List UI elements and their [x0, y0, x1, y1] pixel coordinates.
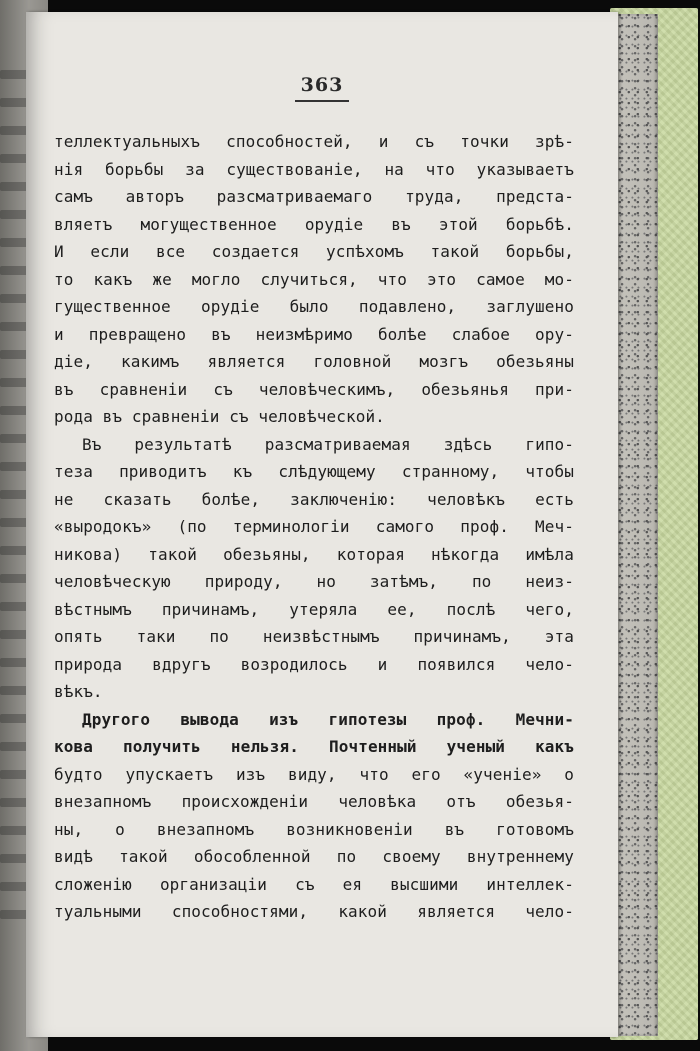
- text-line: туальными способностями, какой является чело-: [54, 902, 574, 921]
- text-line: теллектуальныхъ способностей, и съ точки зрѣ-: [54, 132, 574, 151]
- text-line: Въ результатѣ разсматриваемая здѣсь гипо-: [82, 434, 574, 454]
- text-line: вляетъ могущественное орудіе въ этой борьбѣ.: [54, 214, 574, 234]
- text-line: нія борьбы за существованіе, на что указываетъ: [54, 159, 574, 179]
- text-line: опять таки по неизвѣстнымъ причинамъ, эта: [54, 627, 574, 646]
- page-header: [26, 74, 618, 102]
- text-line: вѣстнымъ причинамъ, утеряла ее, послѣ чего,: [54, 599, 574, 619]
- text-line: гущественное орудіе было подавлено, заглушено: [54, 297, 574, 316]
- text-line: и превращено въ неизмѣримо болѣе слабое ору-: [54, 324, 574, 344]
- text-line: самъ авторъ разсматриваемаго труда, предста-: [54, 187, 574, 206]
- text-line: «выродокъ» (по терминологіи самого проф. Меч-: [54, 517, 574, 536]
- text-line: ны, о внезапномъ возникновеніи въ готовомъ: [54, 819, 574, 839]
- text-line: рода въ сравненіи съ человѣческой.: [54, 407, 385, 426]
- text-line: природа вдругъ возродилось и появился чело-: [54, 654, 574, 674]
- text-line: человѣческую природу, но затѣмъ, по неиз-: [54, 572, 574, 591]
- text-line: вѣкъ.: [54, 682, 103, 701]
- text-line: Другого вывода изъ гипотезы проф. Мечни-: [82, 709, 574, 729]
- page-text: [54, 128, 574, 926]
- page-number: 363: [295, 74, 350, 102]
- text-line: кова получить нельзя. Почтенный ученый какъ: [54, 737, 574, 756]
- text-line: теза приводитъ къ слѣдующему странному, чтобы: [54, 462, 574, 481]
- text-line: въ сравненіи съ человѣческимъ, обезьянья при-: [54, 379, 574, 399]
- text-line: внезапномъ происхожденіи человѣка отъ обезья-: [54, 792, 574, 811]
- text-line: то какъ же могло случиться, что это самое мо-: [54, 269, 574, 289]
- text-line: И если все создается успѣхомъ такой борьбы,: [54, 242, 574, 261]
- text-line: никова) такой обезьяны, которая нѣкогда имѣла: [54, 544, 574, 564]
- text-line: сложенію организаціи съ ея высшими интеллек-: [54, 874, 574, 894]
- text-line: будто упускаетъ изъ виду, что его «ученіе» о: [54, 764, 574, 784]
- book-page: [26, 12, 618, 1037]
- text-line: не сказать болѣе, заключенію: человѣкъ есть: [54, 489, 574, 509]
- text-line: видѣ такой обособленной по своему внутреннему: [54, 847, 574, 866]
- text-line: діе, какимъ является головной мозгъ обезьяны: [54, 352, 574, 371]
